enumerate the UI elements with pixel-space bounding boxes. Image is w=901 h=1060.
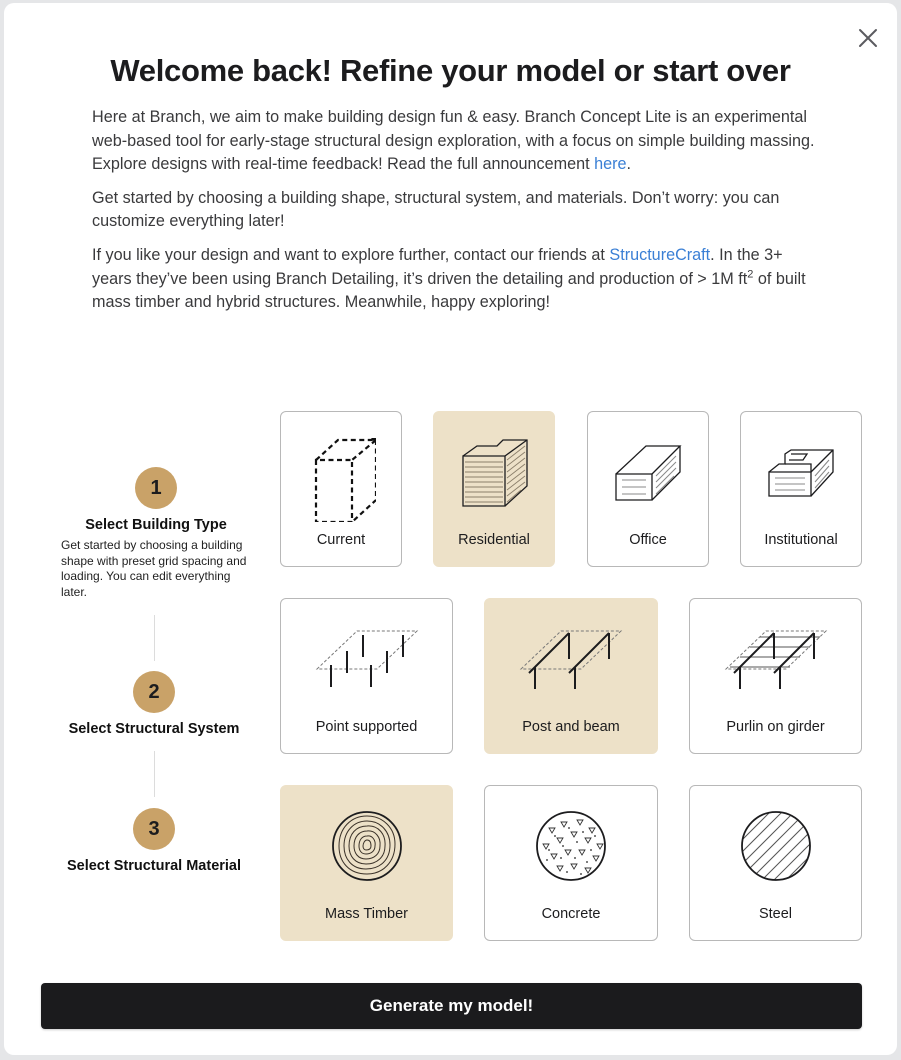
intro-paragraph-3: If you like your design and want to explore further, contact our friends at StructureCraft. In the 3+ years they’ve been using Branch Detailing, it’s driven the detailing and production of > 1M $ft^2$ of built mass timber and hybrid structures. Meanwhile, happy exploring! <box>92 245 806 312</box>
building-type-institutional[interactable] <box>740 411 862 567</box>
step-number-badge: 2 <box>133 671 175 713</box>
card-label: Office <box>629 532 667 548</box>
intro-paragraph-2: Get started by choosing a building shape, structural system, and materials. Don’t worry: you can customize everything later! <box>92 188 780 231</box>
residential-building-icon <box>459 438 529 508</box>
structural-system-purlin-on-girder[interactable] <box>689 598 862 754</box>
close-button[interactable] <box>856 26 880 50</box>
welcome-modal <box>4 3 897 1055</box>
announcement-link[interactable]: here <box>594 155 627 174</box>
close-x-icon <box>856 26 880 50</box>
step-number-badge: 1 <box>135 467 177 509</box>
page-title: Welcome back! Refine your model or start over <box>110 53 791 88</box>
intro-paragraph-1: Here at Branch, we aim to make building design fun & easy. Branch Concept Lite is an experimental web-based tool for early-stage structural design exploration, with a focus on simple building massing. Explore designs with real-time feedback! Read the full announcement here. <box>92 108 815 174</box>
card-label: Current <box>316 532 366 548</box>
step-title: Select Structural System <box>68 721 240 737</box>
point-supported-icon <box>315 629 419 691</box>
step-3 <box>59 808 249 874</box>
purlin-on-girder-icon <box>724 629 828 691</box>
step-title: Select Structural Material <box>66 858 242 874</box>
step-description: Get started by choosing a building shape with preset grid spacing and loading. You can edit everything later. <box>61 538 247 599</box>
steel-hatch-icon <box>740 810 812 882</box>
office-building-icon <box>614 444 682 502</box>
step-connector <box>154 751 155 797</box>
card-label: Residential <box>458 532 530 548</box>
material-mass-timber[interactable] <box>280 785 453 941</box>
card-label: Mass Timber <box>325 906 408 922</box>
step-2 <box>59 671 249 737</box>
step-title: Select Building Type <box>85 517 227 533</box>
card-label: Purlin on girder <box>726 719 825 735</box>
concrete-aggregate-icon <box>535 810 607 882</box>
structurecraft-link[interactable]: StructureCraft <box>609 245 711 264</box>
building-type-office[interactable] <box>587 411 709 567</box>
card-label: Concrete <box>541 906 601 922</box>
step-connector <box>154 615 155 661</box>
intro-text <box>92 106 822 325</box>
dashed-box-icon <box>306 426 376 522</box>
card-label: Post and beam <box>522 719 620 735</box>
building-type-residential[interactable] <box>433 411 555 567</box>
post-and-beam-icon <box>519 629 623 691</box>
generate-model-button[interactable]: Generate my model! <box>41 983 862 1029</box>
institutional-building-icon <box>767 448 835 498</box>
material-steel[interactable] <box>689 785 862 941</box>
card-label: Institutional <box>764 532 838 548</box>
structural-system-post-and-beam[interactable] <box>484 598 658 754</box>
material-concrete[interactable] <box>484 785 658 941</box>
card-label: Steel <box>758 906 793 922</box>
building-type-current[interactable] <box>280 411 402 567</box>
structural-system-point-supported[interactable] <box>280 598 453 754</box>
step-1 <box>61 467 251 600</box>
card-label: Point supported <box>315 719 418 735</box>
step-number-badge: 3 <box>133 808 175 850</box>
wood-rings-icon <box>331 810 403 882</box>
